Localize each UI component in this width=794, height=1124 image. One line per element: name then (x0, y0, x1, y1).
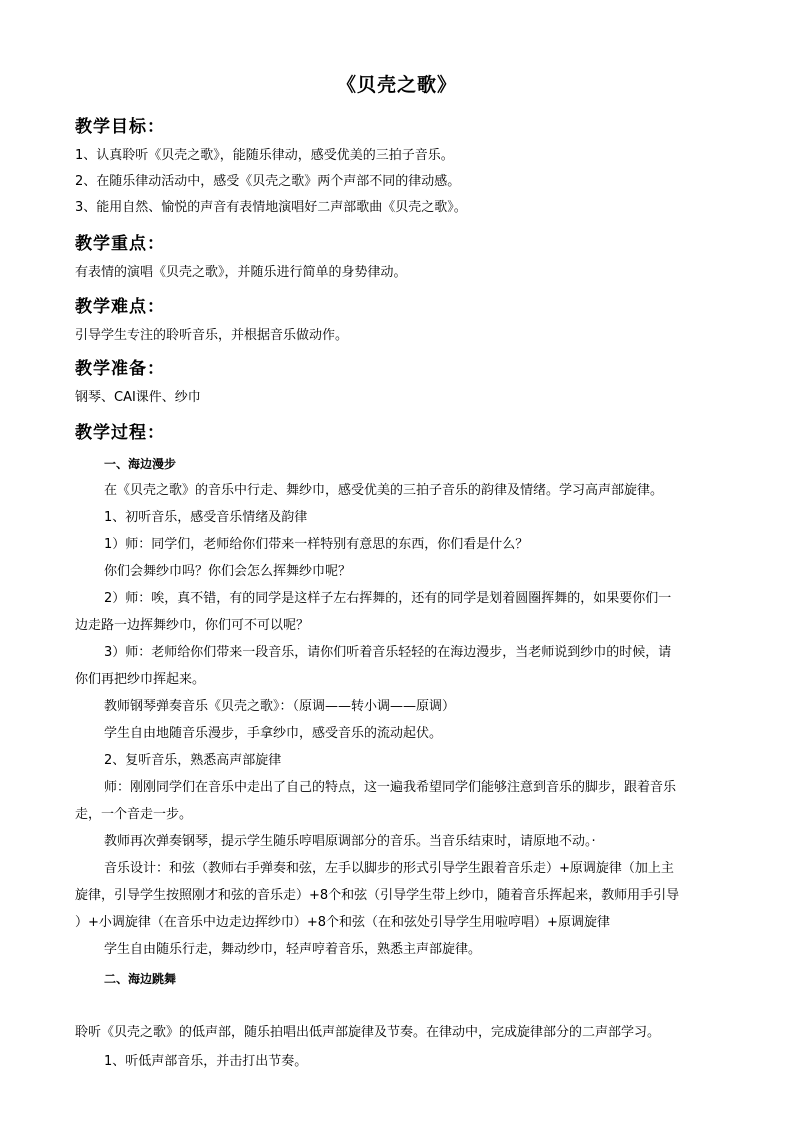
s1-design-c: ）+小调旋律（在音乐中边走边挥纱巾）+8个和弦（在和弦处引导学生用啦哼唱）+原调旋律 (75, 915, 610, 930)
s1-question-2a: 2）师：唉，真不错，有的同学是这样子左右挥舞的，还有的同学是划着圆圈挥舞的，如果要你们一 (104, 591, 672, 606)
goal-3: 3、能用自然、愉悦的声音有表情地演唱好二声部歌曲《贝壳之歌》。 (75, 200, 467, 215)
heading-process: 教学过程： (75, 423, 165, 443)
goal-1: 1、认真聆听《贝壳之歌》，能随乐律动，感受优美的三拍子音乐。 (75, 148, 454, 163)
s2-intro: 聆听《贝壳之歌》的低声部，随乐拍唱出低声部旋律及节奏。在律动中，完成旋律部分的二声部学习。 (75, 1025, 661, 1040)
s1-design-a: 音乐设计：和弦（教师右手弹奏和弦，左手以脚步的形式引导学生跟着音乐走）+原调旋律（加上主 (104, 861, 674, 876)
s1-question-1b: 你们会舞纱巾吗？你们会怎么挥舞纱巾呢？ (104, 564, 352, 579)
s1-teacher-1a: 师：刚刚同学们在音乐中走出了自己的特点，这一遍我希望同学们能够注意到音乐的脚步，跟着音乐 (104, 780, 677, 795)
s1-question-1: 1）师：同学们，老师给你们带来一样特别有意思的东西，你们看是什么？ (104, 537, 529, 552)
s1-free: 学生自由地随音乐漫步，手拿纱巾，感受音乐的流动起伏。 (104, 726, 443, 741)
s2-step-1: 1、听低声部音乐，并击打出节奏。 (104, 1054, 308, 1069)
heading-goals: 教学目标： (75, 117, 165, 137)
s1-question-2b: 边走路一边挥舞纱巾，你们可不可以呢？ (75, 618, 310, 633)
heading-difficulty: 教学难点： (75, 297, 165, 317)
heading-key-points: 教学重点： (75, 234, 165, 254)
key-points-text: 有表情的演唱《贝壳之歌》，并随乐进行简单的身势律动。 (75, 265, 407, 280)
document-title: 《贝壳之歌》 (336, 74, 457, 96)
s1-play: 教师钢琴弹奏音乐《贝壳之歌》：（原调——转小调——原调） (104, 699, 456, 714)
heading-preparation: 教学准备： (75, 359, 165, 379)
s1-teacher-1b: 走，一个音走一步。 (75, 807, 193, 822)
section-1-title: 一、海边漫步 (104, 457, 177, 471)
s1-end: 学生自由随乐行走，舞动纱巾，轻声哼着音乐，熟悉主声部旋律。 (104, 942, 482, 957)
s1-step-1: 1、初听音乐，感受音乐情绪及韵律 (104, 510, 308, 525)
s1-again: 教师再次弹奏钢琴，提示学生随乐哼唱原调部分的音乐。当音乐结束时，请原地不动。· (104, 834, 596, 849)
difficulty-text: 引导学生专注的聆听音乐，并根据音乐做动作。 (75, 328, 349, 343)
s1-intro: 在《贝壳之歌》的音乐中行走、舞纱巾，感受优美的三拍子音乐的韵律及情绪。学习高声部旋律。 (104, 483, 664, 498)
s1-question-3a: 3）师：老师给你们带来一段音乐，请你们听着音乐轻轻的在海边漫步，当老师说到纱巾的时候，请 (104, 645, 672, 660)
preparation-text: 钢琴、CAI课件、纱巾 (75, 390, 201, 405)
s1-question-3b: 你们再把纱巾挥起来。 (75, 672, 206, 687)
goal-2: 2、在随乐律动活动中，感受《贝壳之歌》两个声部不同的律动感。 (75, 174, 461, 189)
section-2-title: 二、海边跳舞 (104, 972, 177, 986)
s1-step-2: 2、复听音乐，熟悉高声部旋律 (104, 753, 282, 768)
s1-design-b: 旋律，引导学生按照刚才和弦的音乐走）+8个和弦（引导学生带上纱巾，随着音乐挥起来，教师用手引导 (75, 888, 680, 903)
